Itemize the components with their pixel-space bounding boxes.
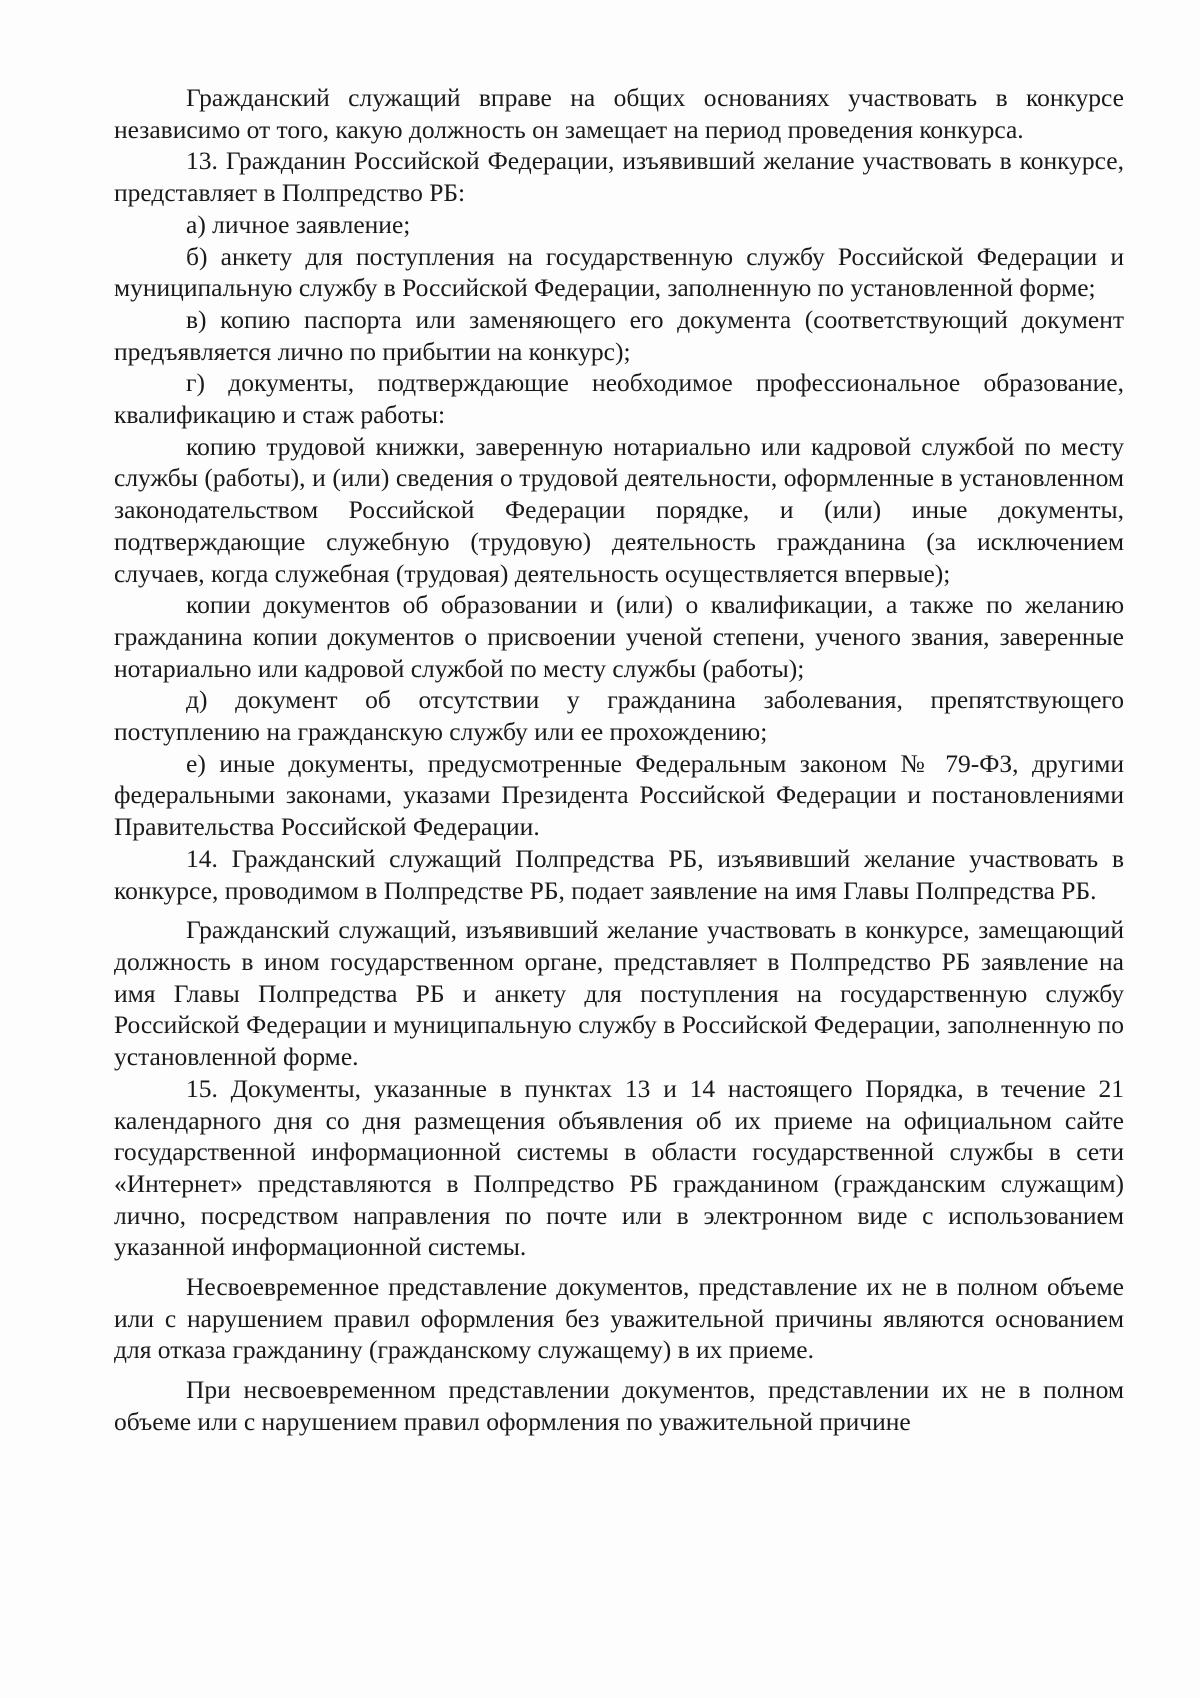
paragraph-15-valid-reason: При несвоевременном представлении документов, представлении их не в полном объеме или с нарушением правил оформления по уважительной причине [114,1375,1124,1436]
paragraph-14: 14. Гражданский служащий Полпредства РБ, изъявивший желание участвовать в конкурсе, проводимом в Полпредстве РБ, подает заявление на имя Главы Полпредства РБ. [114,843,1124,905]
paragraph-13-d: д) документ об отсутствии у гражданина заболевания, препятствующего поступлению на гражданскую службу или ее прохождению; [114,685,1124,747]
document-body [114,82,1124,1438]
paragraph-15-late-submission: Несвоевременное представление документов, представление их не в полном объеме или с нарушением правил оформления без уважительной причины являются основанием для отказа гражданину (гражданскому служащему) в их приеме. [114,1272,1124,1365]
paragraph-15: 15. Документы, указанные в пунктах 13 и 14 настоящего Порядка, в течение 21 календарного дня со дня размещения объявления об их приеме на официальном сайте государственной информационной системы в области государственной службы в сети «Интернет» представляются в Полпредство РБ гражданином (гражданским служащим) лично, посредством направления по почте или в электронном виде с использованием указанной информационной системы. [114,1073,1124,1262]
paragraph-13-g: г) документы, подтверждающие необходимое профессиональное образование, квалификацию и стаж работы: [114,368,1124,430]
paragraph-13-intro: 13. Гражданин Российской Федерации, изъявивший желание участвовать в конкурсе, представляет в Полпредство РБ: [114,146,1124,208]
paragraph-civil-servant-participation: Гражданский служащий вправе на общих основаниях участвовать в конкурсе независимо от того, какую должность он замещает на период проведения конкурса. [114,83,1124,144]
paragraph-13-v: в) копию паспорта или заменяющего его документа (соответствующий документ предъявляется лично по прибытии на конкурс); [114,304,1124,366]
paragraph-13-e: е) иные документы, предусмотренные Федеральным законом № 79-ФЗ, другими федеральными законами, указами Президента Российской Федерации и постановлениями Правительства Российской Федерации. [114,748,1124,842]
paragraph-14-other-body: Гражданский служащий, изъявивший желание участвовать в конкурсе, замещающий должность в ином государственном органе, представляет в Полпредство РБ заявление на имя Главы Полпредства РБ и анкету для поступления на государственную службу Российской Федерации и муниципальную службу в Российской Федерации, заполненную по установленной форме. [114,915,1124,1072]
paragraph-13-b: б) анкету для поступления на государственную службу Российской Федерации и муниципальную службу в Российской Федерации, заполненную по установленной форме; [114,241,1124,303]
paragraph-13-g-education: копии документов об образовании и (или) о квалификации, а также по желанию гражданина копии документов о присвоении ученой степени, ученого звания, заверенные нотариально или кадровой службой по месту службы (работы); [114,590,1124,683]
paragraph-13-a: а) личное заявление; [186,209,411,239]
paragraph-13-g-work-book: копию трудовой книжки, заверенную нотариально или кадровой службой по месту службы (работы), и (или) сведения о трудовой деятельности, оформленные в установленном законодательством Российской Федерации порядке, и (или) иные документы, подтверждающие служебную (трудовую) деятельность гражданина (за исключением случаев, когда служебная (трудовая) деятельность осуществляется впервые); [114,431,1124,588]
